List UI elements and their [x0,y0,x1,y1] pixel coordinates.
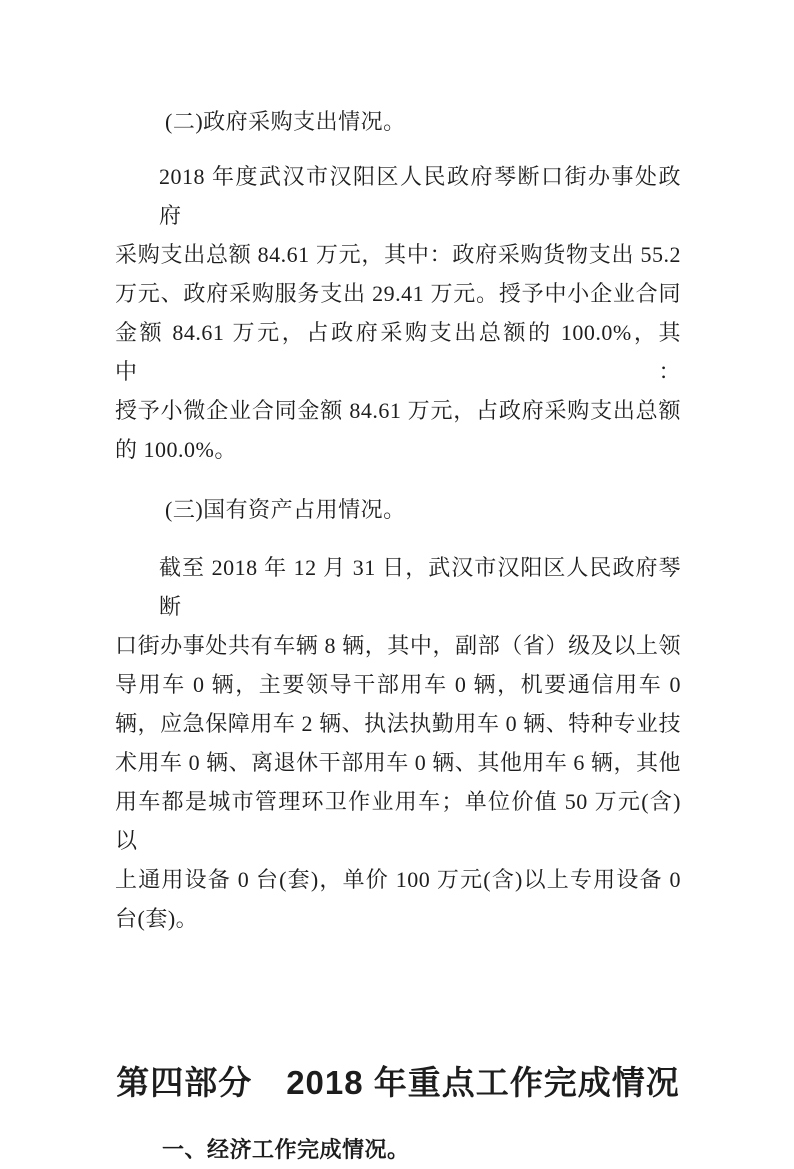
paragraph-line: 台(套)。 [115,906,199,931]
state-assets-paragraph [115,548,681,938]
paragraph-line: 术用车 0 辆、离退休干部用车 0 辆、其他用车 6 辆，其他 [115,750,681,775]
paragraph-line: 上通用设备 0 台(套)，单价 100 万元(含)以上专用设备 0 [115,867,681,892]
part4-title: 第四部分 2018 年重点工作完成情况 [116,1064,680,1101]
paragraph-line: 用车都是城市管理环卫作业用车；单位价值 50 万元(含)以 [115,789,681,853]
paragraph-line: 口街办事处共有车辆 8 辆，其中，副部（省）级及以上领 [115,633,681,658]
paragraph-line: 万元、政府采购服务支出 29.41 万元。授予中小企业合同 [115,281,681,306]
paragraph-line: 的 100.0%。 [115,437,237,462]
section-heading-state-assets: (三)国有资产占用情况。 [165,497,406,522]
paragraph-line: 导用车 0 辆，主要领导干部用车 0 辆，机要通信用车 0 [115,672,681,697]
paragraph-line: 2018 年度武汉市汉阳区人民政府琴断口街办事处政府 [159,164,681,228]
part4-subheading-economic-work: 一、经济工作完成情况。 [162,1137,410,1162]
paragraph-line: 采购支出总额 84.61 万元，其中：政府采购货物支出 55.2 [115,242,681,267]
paragraph-line: 授予小微企业合同金额 84.61 万元，占政府采购支出总额 [115,398,681,423]
section-heading-procurement-spending: (二)政府采购支出情况。 [165,109,406,134]
paragraph-line: 辆，应急保障用车 2 辆、执法执勤用车 0 辆、特种专业技 [115,711,681,736]
paragraph-line: 金额 84.61 万元，占政府采购支出总额的 100.0%，其中： [115,320,681,384]
paragraph-line: 截至 2018 年 12 月 31 日，武汉市汉阳区人民政府琴断 [159,555,681,619]
procurement-spending-paragraph [115,157,681,469]
